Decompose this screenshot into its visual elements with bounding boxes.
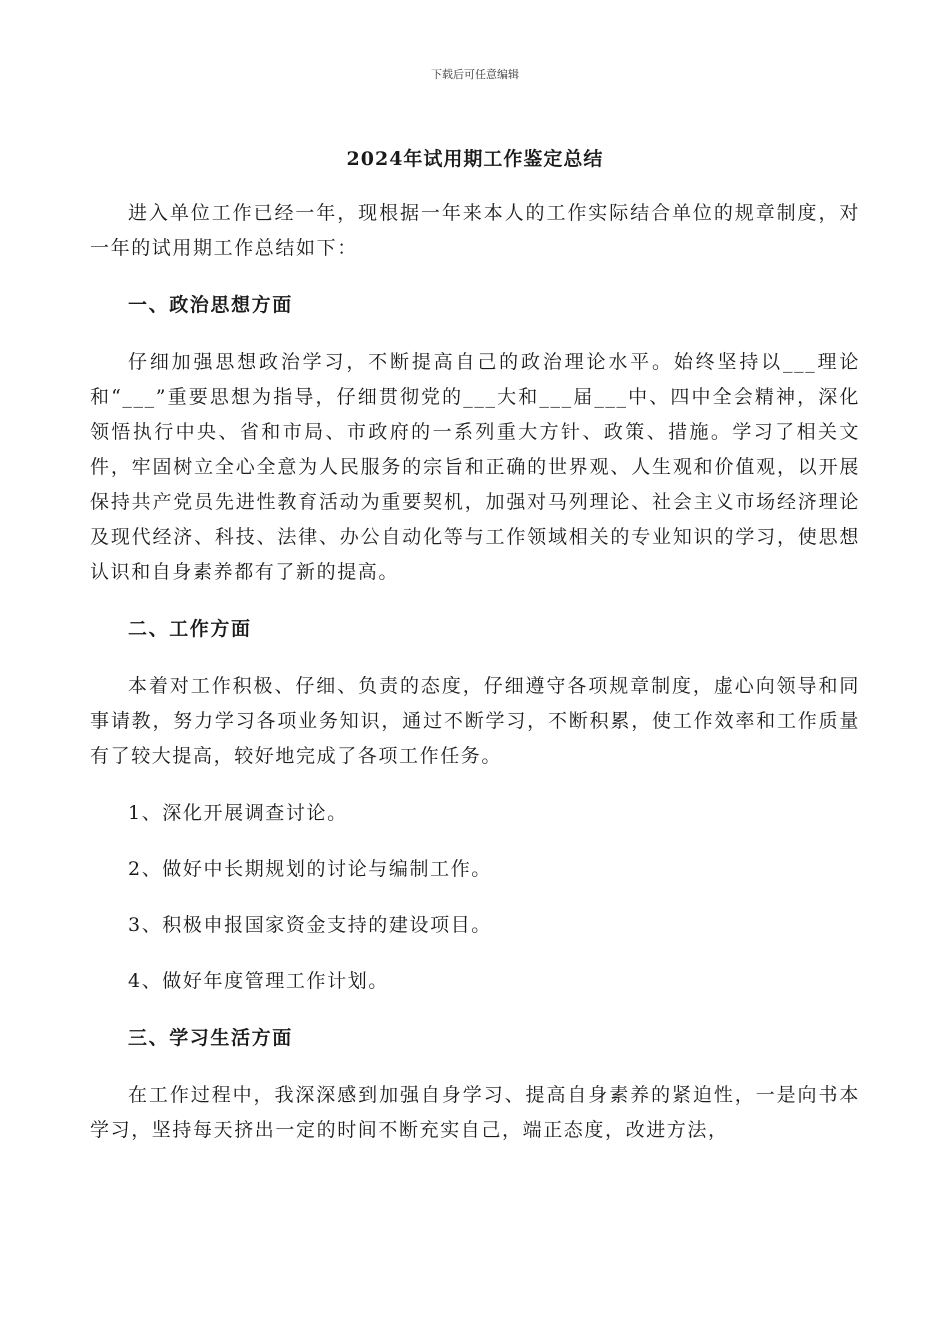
header-note: 下载后可任意编辑	[431, 68, 519, 81]
list-item: 1、深化开展调查讨论。	[128, 802, 348, 824]
document-title: 2024年试用期工作鉴定总结	[346, 148, 604, 170]
section-heading-politics: 一、政治思想方面	[128, 294, 293, 316]
section-heading-study: 三、学习生活方面	[128, 1027, 293, 1049]
section-paragraph-politics: 仔细加强思想政治学习，不断提高自己的政治理论水平。始终坚持以___理论和“___”重要思想为指导，仔细贯彻党的___大和___届___中、四中全会精神，深化领悟执行中央、省和市局、市政府的一系列重大方针、政策、措施。学习了相关文件，牢固树立全心全意为人民服务的宗旨和正确的世界观、人生观和价值观，以开展保持共产党员先进性教育活动为重要契机，加强对马列理论、社会主义市场经济理论及现代经济、科技、法律、办公自动化等与工作领域相关的专业知识的学习，使思想认识和自身素养都有了新的提高。	[90, 351, 860, 583]
list-item: 4、做好年度管理工作计划。	[128, 970, 389, 992]
list-item: 3、积极申报国家资金支持的建设项目。	[128, 914, 492, 936]
section-heading-work: 二、工作方面	[128, 618, 252, 640]
section-paragraph-work: 本着对工作积极、仔细、负责的态度，仔细遵守各项规章制度，虚心向领导和同事请教，努力学习各项业务知识，通过不断学习，不断积累，使工作效率和工作质量有了较大提高，较好地完成了各项工作任务。	[90, 675, 860, 767]
section-paragraph-study: 在工作过程中，我深深感到加强自身学习、提高自身素养的紧迫性，一是向书本学习，坚持每天挤出一定的时间不断充实自己，端正态度，改进方法，	[90, 1084, 860, 1141]
list-item: 2、做好中长期规划的讨论与编制工作。	[128, 858, 492, 880]
document-body	[90, 196, 860, 1148]
intro-paragraph: 进入单位工作已经一年，现根据一年来本人的工作实际结合单位的规章制度，对一年的试用期工作总结如下：	[90, 202, 860, 259]
